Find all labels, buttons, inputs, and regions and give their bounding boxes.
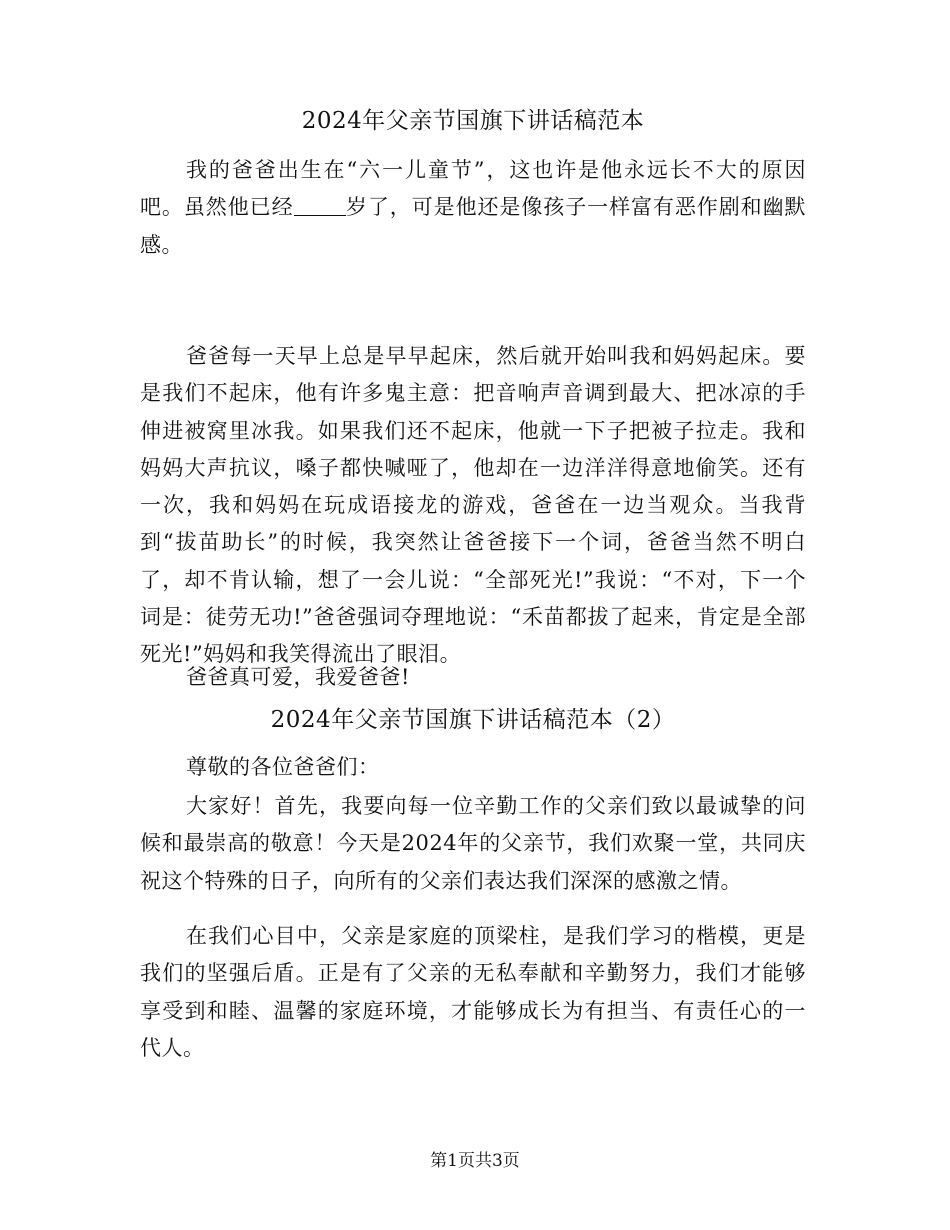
paragraph-closing: 爸爸真可爱，我爱爸爸! — [186, 665, 410, 689]
paragraph-anecdote: 爸爸每一天早上总是早早起床，然后就开始叫我和妈妈起床。要是我们不起床，他有许多鬼主意：把音响声音调到最大、把冰凉的手伸进被窝里冰我。如果我们还不起床，他就一下子把被子拉走。我和妈妈大声抗议，嗓子都快喊哑了，他却在一边洋洋得意地偷笑。还有一次，我和妈妈在玩成语接龙的游戏，爸爸在一边当观众。当我背到“拔苗助长”的时候，我突然让爸爸接下一个词，爸爸当然不明白了，却不肯认输，想了一会儿说：“全部死光!”我说：“不对，下一个词是：徒劳无功!”爸爸强词夺理地说：“禾苗都拔了起来，肯定是全部死光!”妈妈和我笑得流出了眼泪。 — [140, 344, 806, 667]
fill-in-blank — [294, 197, 346, 216]
paragraph-text: 岁了，可是他还是像孩子一样富有恶作剧和幽默感。 — [140, 195, 806, 257]
page-indicator: 第1页共3页 — [430, 1151, 520, 1171]
paragraph-intro — [140, 152, 806, 264]
paragraph-greeting: 大家好！首先，我要向每一位辛勤工作的父亲们致以最诚挚的问候和最崇高的敬意！今天是2024年的父亲节，我们欢聚一堂，共同庆祝这个特殊的日子，向所有的父亲们表达我们深深的感激之情。 — [140, 794, 806, 893]
document-page — [140, 0, 806, 1230]
document-title: 2024年父亲节国旗下讲话稿范本 — [301, 108, 645, 134]
salutation: 尊敬的各位爸爸们： — [186, 755, 380, 779]
paragraph-text: 我的爸爸出生在“六一儿童节”，这也许是他永远长不大的原因吧。虽然他已经 — [140, 158, 806, 220]
section-title: 2024年父亲节国旗下讲话稿范本（2） — [270, 707, 676, 733]
paragraph-father-role: 在我们心目中，父亲是家庭的顶梁柱，是我们学习的楷模，更是我们的坚强后盾。正是有了父亲的无私奉献和辛勤努力，我们才能够享受到和睦、温馨的家庭环境，才能够成长为有担当、有责任心的一代人。 — [140, 924, 806, 1060]
